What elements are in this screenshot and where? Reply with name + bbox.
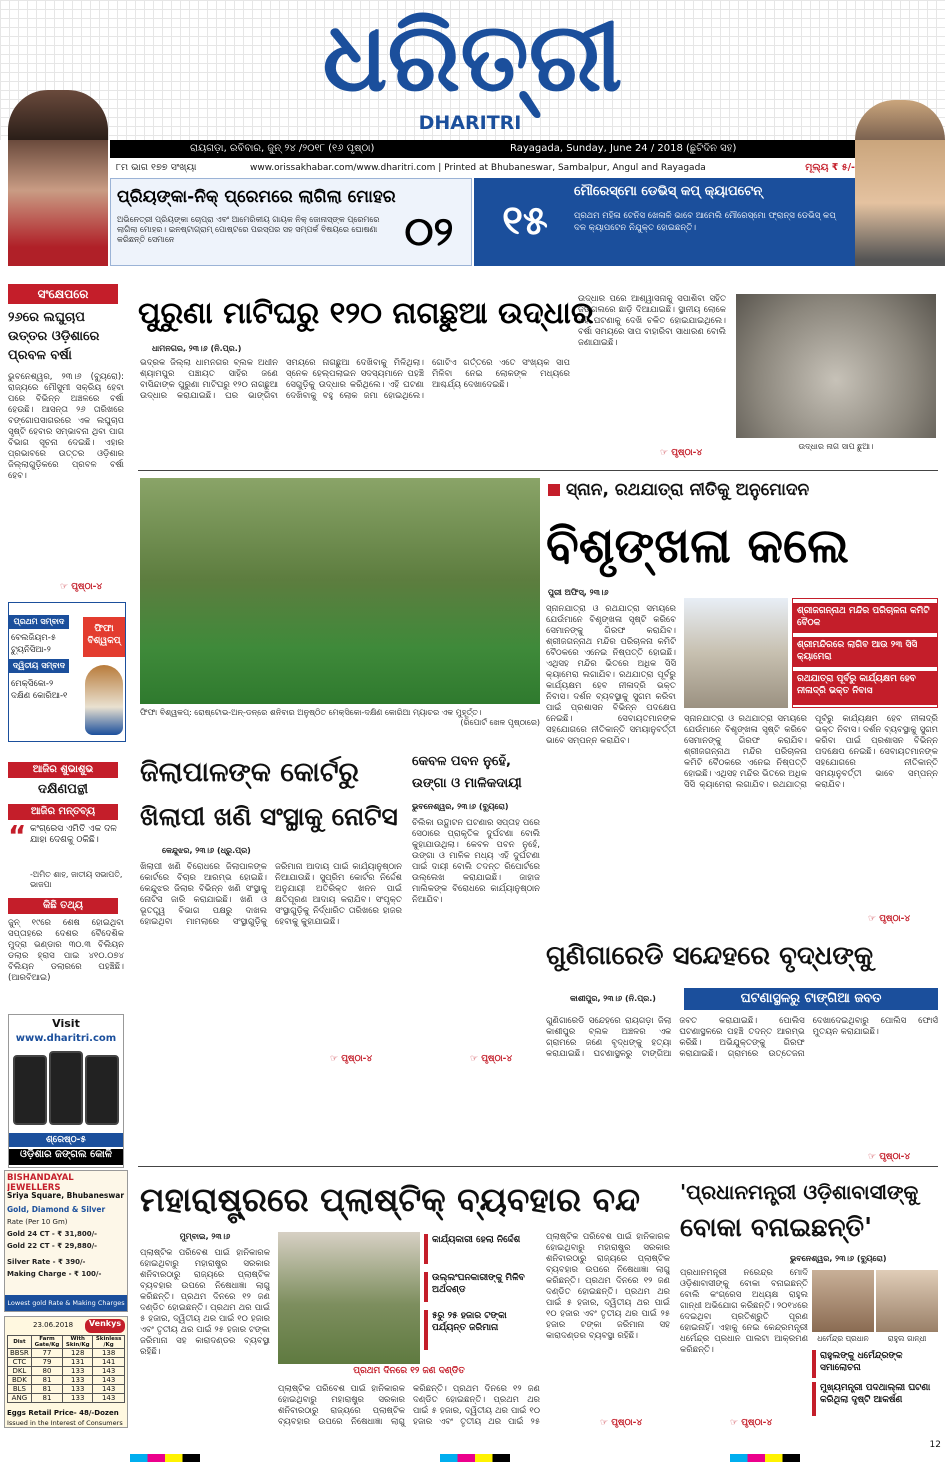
fortune-label: ଆଜିର ଶୁଭାଶୁଭ <box>8 762 118 778</box>
egg-table-row <box>8 1385 125 1394</box>
fact-text: ଜୁନ୍ ୧୯ରେ ଶେଷ ହୋଇଥିବା ସପ୍ତାହରେ ଦେଶର ବୈଦେଶିକ ମୁଦ୍ରା ଭଣ୍ଡାର ୩୦.୩ ବିଲିୟନ ଡଲାର ହ୍ରାସ ପାଇ ୪୧୦.୦୭୪ ବିଲିୟନ ଡଲାରରେ ପହଞ୍ଚିଛି। (ଆରବିଆଇ) <box>8 918 124 983</box>
fact-label: କିଛି ତଥ୍ୟ <box>8 898 118 914</box>
egg-table-cell: 133 <box>63 1385 93 1394</box>
egg-table-cell: 143 <box>93 1367 125 1376</box>
footer-bar <box>0 1438 945 1468</box>
murder-page[interactable]: ☞ ପୃଷ୍ଠା-୪ <box>868 1152 911 1162</box>
egg-table-cell: 81 <box>31 1394 62 1403</box>
phone-icon <box>85 1055 119 1125</box>
divider <box>138 1166 938 1167</box>
quote-author: -ଅମିତ ଶାହ, ଜାତୀୟ ସଭାପତି, ଭାଜପା <box>30 870 123 889</box>
rath-side-2: ଶ୍ରୀମନ୍ଦିରରେ ଲାଗିବ ଆଉ ୨୩ ସିସି କ୍ୟାମେରା <box>793 637 937 667</box>
murder-dateline: କାଶୀପୁର, ୨୩।୬ (ନି.ପ୍ର.) <box>570 994 656 1003</box>
mauresmo-photo <box>855 100 945 140</box>
jeweller-name: BISHANDAYAL JEWELLERS <box>7 1173 74 1191</box>
football-caption: ଫିଫା ବିଶ୍ୱକପ୍: ରୋଷ୍ଟୋଭ-ଅନ୍-ଡନ୍‌ରେ ଶନିବାର ଅନୁଷ୍ଠିତ ମେକ୍ସିକୋ-ଦକ୍ଷିଣ କୋରିଆ ମ୍ୟାଚର ଏକ ମୁହୂର୍ତ୍ତ। <box>140 708 482 717</box>
egg-table-cell: 143 <box>93 1394 125 1403</box>
pawan-text: ଚିଲିକା ଉଦ୍ଘାଟନ ଘଟଣାର ସପ୍ତାହ ପରେ ସେଠାରେ ପ୍ରାକୃତିକ ଦୁର୍ଘଟଣା ବୋଲି କୁହାଯାଉଥିଲା। କେବଳ ପବନ ନୁହେଁ, ଉଙ୍ଗା ଓ ମାଳିକ ମଧ୍ୟ ଏହି ଦୁର୍ଘଟଣା ପାଇଁ ଦାୟୀ ବୋଲି ତଦନ୍ତ ରିପୋର୍ଟରେ ଉଲ୍ଲେଖ କରାଯାଇଛି। ଜାହାଜ ମାଲିକଙ୍କ ବିରୋଧରେ କାର୍ଯ୍ୟାନୁଷ୍ଠାନ ନିଆଯିବ। <box>412 818 540 905</box>
scores-label-2: ଦ୍ୱିତୀୟ ସମ୍ବାଦ <box>9 659 69 673</box>
egg-table-cell: 81 <box>31 1385 62 1394</box>
visit-label: Visit <box>52 1017 80 1030</box>
rath-side-1: ଶ୍ରୀଜଗନ୍ନାଥ ମନ୍ଦିର ପରିଚାଳନା କମିଟି ବୈଠକ <box>793 603 937 633</box>
murder-sub: ଘଟଣାସ୍ଥଳରୁ ଟାଙ୍ଗିଆ ଜବତ <box>684 988 938 1010</box>
egg-footer: Eggs Retail Price- 48/-Dozen <box>7 1409 119 1417</box>
rath-kicker: ସ୍ନାନ, ରଥଯାତ୍ରା ନୀତିକୁ ଅନୁମୋଦନ <box>566 480 810 500</box>
info-line-2 <box>110 160 855 176</box>
priyanka-photo-lower <box>8 140 108 266</box>
temple-photo <box>684 598 788 708</box>
score-4: ଦକ୍ଷିଣ କୋରିଆ-୧ <box>11 691 68 701</box>
plastic-text-cont: ପ୍ଲାଷ୍ଟିକ ପରିବେଶ ପାଇଁ ହାନିକାରକ ହୋଇଥିବାରୁ ମହାରାଷ୍ଟ୍ର ସରକାର ଶନିବାରଠାରୁ ରାଜ୍ୟରେ ପ୍ଲାଷ୍ଟିକ ବ୍ୟବହାର ଉପରେ ନିଷେଧାଜ୍ଞା ଲାଗୁ କରିଛନ୍ତି। ପ୍ରଥମ ଦିନରେ ୧୨ ଜଣ ଦଣ୍ଡିତ ହୋଇଛନ୍ତି। ପ୍ରଥମ ଥର ପାଇଁ ୫ ହଜାର, ଦ୍ୱିତୀୟ ଥର ପାଇଁ ୧୦ ହଜାର ଏବଂ ତୃତୀୟ ଥର ପାଇଁ ୨୫ <box>278 1384 540 1427</box>
lead-page[interactable]: ☞ ପୃଷ୍ଠା-୪ <box>660 448 703 458</box>
egg-ad[interactable] <box>4 1316 128 1428</box>
lead-text: ଭଦ୍ରକ ଜିଲ୍ଲା ଧାମନଗର ବ୍ଲକ ଅଧୀନ ଶ୍ୟାମପୁର ପଞ୍ଚାୟତ ସାହିର ଜଣେ ବାସିନ୍ଦାଙ୍କ ପୁରୁଣା ମାଟିଘରୁ ୧୨୦ ନାଗଛୁଆ ଉଦ୍ଧାର କରାଯାଇଛି। ଘର ଭାଙ୍ଗିବା ସମୟରେ ନାଗଛୁଆ ଦେଖିବାକୁ ମିଳିଥିଲା। ସ୍ନେକ ହେଲ୍ପଲାଇନ ସଦସ୍ୟମାନେ ପହଞ୍ଚି ସେଗୁଡ଼ିକୁ ଉଦ୍ଧାର କରିଥିଲେ। ଏହି ଘଟଣା ଦେଖିବାକୁ ବହୁ ଲୋକ ଜମା ହୋଇଥିଲେ। ଗୋଟିଏ ଗର୍ତ୍ତରେ ଏତେ ସଂଖ୍ୟକ ସାପ ମିଳିବା ନେଇ ଲୋକଙ୍କ ମଧ୍ୟରେ ଆଶ୍ଚର୍ଯ୍ୟ ଦେଖାଦେଇଛି। <box>140 358 570 401</box>
court-headline-2[interactable]: ଖିଲାପୀ ଖଣି ସଂସ୍ଥାକୁ ନୋଟିସ <box>140 802 398 831</box>
egg-table-cell: 133 <box>63 1394 93 1403</box>
plastic-dateline: ମୁମ୍ବାଇ, ୨୩।୬ <box>179 1232 231 1241</box>
pm-headline-1[interactable]: 'ପ୍ରଧାନମନ୍ତ୍ରୀ ଓଡ଼ିଶାବାସୀଙ୍କୁ <box>680 1180 919 1204</box>
visit-url[interactable]: www.dharitri.com <box>15 1033 117 1044</box>
plastic-text: ପ୍ଲାଷ୍ଟିକ ପରିବେଶ ପାଇଁ ହାନିକାରକ ହୋଇଥିବାରୁ ମହାରାଷ୍ଟ୍ର ସରକାର ଶନିବାରଠାରୁ ରାଜ୍ୟରେ ପ୍ଲାଷ୍ଟିକ ବ୍ୟବହାର ଉପରେ ନିଷେଧାଜ୍ଞା ଲାଗୁ କରିଛନ୍ତି। ପ୍ରଥମ ଦିନରେ ୧୨ ଜଣ ଦଣ୍ଡିତ ହୋଇଛନ୍ତି। ପ୍ରଥମ ଥର ପାଇଁ ୫ ହଜାର, ଦ୍ୱିତୀୟ ଥର ପାଇଁ ୧୦ ହଜାର ଏବଂ ତୃତୀୟ ଥର ପାଇଁ ୨୫ ହଜାର ଟଙ୍କା ଜରିମାନା ସହ କାରାଦଣ୍ଡର ବ୍ୟବସ୍ଥା ରହିଛି। <box>140 1248 270 1357</box>
phone-icon <box>49 1051 83 1125</box>
silver-rate: Silver Rate - ₹ 390/- <box>7 1258 86 1266</box>
pm-text: ପ୍ରଧାନମନ୍ତ୍ରୀ ନରେନ୍ଦ୍ର ମୋଦି ଓଡ଼ିଶାବାସୀଙ୍କୁ ବୋକା ବନାଇଛନ୍ତି ବୋଲି କଂଗ୍ରେସ ଅଧ୍ୟକ୍ଷ ରାହୁଲ ଗାନ୍ଧୀ ଅଭିଯୋଗ କରିଛନ୍ତି। ୨୦୧୪ରେ ଦେଇଥିବା ପ୍ରତିଶ୍ରୁତି ପୂରଣ ହୋଇନାହିଁ। ଏହାକୁ ନେଇ କେନ୍ଦ୍ରମନ୍ତ୍ରୀ ଧର୍ମେନ୍ଦ୍ର ପ୍ରଧାନ ପାଲଟା ଆକ୍ରମଣ କରିଛନ୍ତି। <box>680 1268 808 1355</box>
best-text: ଓଡ଼ିଶାର ଜଙ୍ଗଲ କୋଳି <box>9 1149 123 1165</box>
egg-table-header: Dist <box>8 1336 32 1349</box>
info-bar <box>110 140 855 158</box>
best-label: ଶ୍ରେଷ୍ଠ-୫ <box>9 1133 123 1147</box>
pm-dateline: ଭୁବନେଶ୍ୱର, ୨୩।୬ (ବ୍ୟୁରୋ) <box>790 1254 887 1263</box>
rath-text-cont: ସ୍ନାନଯାତ୍ରା ଓ ରଥଯାତ୍ରା ସମୟରେ ଯେଉଁମାନେ ବିଶୃଙ୍ଖଳା ସୃଷ୍ଟି କରିବେ ସେମାନଙ୍କୁ ଗିରଫ କରାଯିବ। ଶ୍ରୀଜଗନ୍ନାଥ ମନ୍ଦିର ପରିଚାଳନା କମିଟି ବୈଠକରେ ଏନେଇ ନିଷ୍ପତ୍ତି ହୋଇଛି। ଏଥିସହ ମନ୍ଦିର ଭିତରେ ଅଧିକ ସିସି କ୍ୟାମେରା ଲଗାଯିବ। ରଥଯାତ୍ରା ପୂର୍ବରୁ କାର୍ଯ୍ୟକ୍ଷମ ହେବ ନୀଳାଦ୍ରି ଭକ୍ତ ନିବାସ। ଦର୍ଶନ ବ୍ୟବସ୍ଥାକୁ ସୁଗମ କରିବା ପାଇଁ ପ୍ରଶାସନ ବିଭିନ୍ନ ପଦକ୍ଷେପ ନେଇଛି। ସେବାୟତମାନଙ୍କ ସହଯୋଗରେ ନୀତିକାନ୍ତି ସମୟାନୁବର୍ତ୍ତୀ ଭାବେ ସମ୍ପନ୍ନ କରାଯିବ। <box>684 714 938 790</box>
pawan-headline[interactable]: ଉଙ୍ଗା ଓ ମାଳିକଦାୟୀ <box>412 776 522 791</box>
brief-page[interactable]: ☞ ପୃଷ୍ଠା-୪ <box>60 582 103 592</box>
mauresmo-photo-lower <box>855 140 945 266</box>
making-charge: Making Charge - ₹ 100/- <box>7 1270 102 1278</box>
egg-table-header: With Skin/Kg <box>63 1336 93 1349</box>
fifa-logo: ଫିଫା ବିଶ୍ୱକପ୍ <box>83 617 125 657</box>
egg-table-cell: 77 <box>31 1349 62 1358</box>
masthead-title: ଧରିତ୍ରୀ <box>322 0 623 113</box>
score-2: ଟ୍ୟୁନିସିଆ-୨ <box>11 645 51 655</box>
plastic-box <box>424 1232 540 1364</box>
egg-footer-2: Issued in the Interest of Consumers <box>7 1419 123 1427</box>
egg-table-cell: BDK <box>8 1376 32 1385</box>
plastic-headline[interactable]: ମହାରାଷ୍ଟ୍ରରେ ପ୍ଲାଷ୍ଟିକ୍ ବ୍ୟବହାର ବନ୍ଦ <box>140 1180 641 1219</box>
rath-side-3: ରଥଯାତ୍ରା ପୂର୍ବରୁ କାର୍ଯ୍ୟକ୍ଷମ ହେବ ନୀଳାଦ୍ରି ଭକ୍ତ ନିବାସ <box>793 671 937 705</box>
murder-text: ଗୁଣିଗାରେଡି ସନ୍ଦେହରେ ରାୟଗଡ଼ା ଜିଲା କାଶୀପୁର ବ୍ଲକ ଅଞ୍ଚଳର ଏକ ଗ୍ରାମରେ ଜଣେ ବୃଦ୍ଧଙ୍କୁ ହତ୍ୟା କରାଯାଇଛି। ଘଟଣାସ୍ଥଳରୁ ଟାଙ୍ଗିଆ ଜବତ କରାଯାଇଛି। ପୋଲିସ ଘଟଣାସ୍ଥଳରେ ପହଞ୍ଚି ତଦନ୍ତ ଆରମ୍ଭ କରିଛି। ଅଭିଯୁକ୍ତଙ୍କୁ ଗିରଫ କରାଯାଇଛି। ଗ୍ରାମରେ ଉତ୍ତେଜନା ଦେଖାଦେଇଥିବାରୁ ପୋଲିସ ଫୋର୍ସ ମୁତୟନ କରାଯାଇଛି। <box>546 1016 938 1059</box>
rath-headline[interactable]: ବିଶୃଙ୍ଖଳା କଲେ <box>546 518 849 574</box>
teaser-right-title: ମୌରେସ୍ମୋ ଡେଭିସ୍ କପ୍ କ୍ୟାପଟେନ୍ <box>574 184 763 199</box>
masthead <box>0 0 945 140</box>
egg-table-row <box>8 1349 125 1358</box>
lead-text-2: ଉଦ୍ଧାର ପରେ ଆଶ୍ୱାସନାକୁ ସପାଶିବା ସହିତ ଜଙ୍ଗଲରେ ଛାଡ଼ି ଦିଆଯାଇଛି। ସ୍ଥାନୀୟ ଲୋକେ ଏହି ଘଟଣାକୁ ଦେଖି ଚକିତ ହୋଇଯାଇଥିଲେ। ବର୍ଷା ସମୟରେ ସାପ ବାହାରିବା ସାଧାରଣ ବୋଲି ଜଣାଯାଇଛି। <box>578 294 726 348</box>
egg-table-row <box>8 1394 125 1403</box>
brief-label: ସଂକ୍ଷେପରେ <box>8 284 118 304</box>
dharmendra-photo <box>812 1270 874 1332</box>
pawan-dateline: ଭୁବନେଶ୍ୱର, ୨୩।୬ (ବ୍ୟୁରୋ) <box>412 802 509 811</box>
price: ମୂଲ୍ୟ ₹ ୫/- <box>805 162 855 173</box>
pawan-page[interactable]: ☞ ପୃଷ୍ଠା-୪ <box>470 1054 513 1064</box>
egg-table-cell: 133 <box>63 1376 93 1385</box>
rath-text: ସ୍ନାନଯାତ୍ରା ଓ ରଥଯାତ୍ରା ସମୟରେ ଯେଉଁମାନେ ବିଶୃଙ୍ଖଳା ସୃଷ୍ଟି କରିବେ ସେମାନଙ୍କୁ ଗିରଫ କରାଯିବ। ଶ୍ରୀଜଗନ୍ନାଥ ମନ୍ଦିର ପରିଚାଳନା କମିଟି ବୈଠକରେ ଏନେଇ ନିଷ୍ପତ୍ତି ହୋଇଛି। ଏଥିସହ ମନ୍ଦିର ଭିତରେ ଅଧିକ ସିସି କ୍ୟାମେରା ଲଗାଯିବ। ରଥଯାତ୍ରା ପୂର୍ବରୁ କାର୍ଯ୍ୟକ୍ଷମ ହେବ ନୀଳାଦ୍ରି ଭକ୍ତ ନିବାସ। ଦର୍ଶନ ବ୍ୟବସ୍ଥାକୁ ସୁଗମ କରିବା ପାଇଁ ପ୍ରଶାସନ ବିଭିନ୍ନ ପଦକ୍ଷେପ ନେଇଛି। ସେବାୟତମାନଙ୍କ ସହଯୋଗରେ ନୀତିକାନ୍ତି ସମୟାନୁବର୍ତ୍ତୀ ଭାବେ ସମ୍ପନ୍ନ କରାଯିବ। <box>546 604 676 746</box>
pm-page[interactable]: ☞ ପୃଷ୍ଠା-୪ <box>730 1418 773 1428</box>
color-marks <box>130 1454 200 1462</box>
plastic-page[interactable]: ☞ ପୃଷ୍ଠା-୪ <box>600 1418 643 1428</box>
football-photo <box>140 478 540 704</box>
egg-table-cell: 131 <box>63 1358 93 1367</box>
quote-label: ଆଜିର ମନ୍ତବ୍ୟ <box>8 804 118 820</box>
pm-side-2: ମୁଖ୍ୟମନ୍ତ୍ରୀ ପଦଥାଲ୍ଲୀ ଘଟଣା କରିଥିଲା ଦୃଷ୍ଟି ଆକର୍ଷଣ <box>812 1382 938 1416</box>
egg-table-cell: 143 <box>93 1385 125 1394</box>
page-number: 12 <box>929 1440 941 1450</box>
plastic-box-2: ଉଲ୍ଲଂଘନକାରୀଙ୍କୁ ମିଳିବ ଅର୍ଥଦଣ୍ଡ <box>424 1272 540 1302</box>
rahul-caption: ରାହୁଲ ଗାନ୍ଧୀ <box>887 1334 927 1343</box>
issue-number: ୮ମ ଭାଗ ୧୭୭ ସଂଖ୍ୟା <box>116 162 197 173</box>
egg-table-cell: BLS <box>8 1385 32 1394</box>
egg-table-cell: 143 <box>93 1376 125 1385</box>
lowest-rate: Lowest gold Rate & Making Charges <box>5 1295 127 1311</box>
teaser-right-page: ୧୫ <box>502 198 548 244</box>
egg-table-cell: 81 <box>31 1376 62 1385</box>
fifa-box <box>8 602 126 742</box>
egg-date: 23.06.2018 <box>33 1321 74 1329</box>
visit-box[interactable] <box>8 1014 124 1168</box>
egg-table-cell: 133 <box>63 1367 93 1376</box>
teaser-left[interactable] <box>110 178 472 266</box>
rahul-photo <box>876 1270 938 1332</box>
teaser-left-title: ପ୍ରିୟଙ୍କା-ନିକ୍ ପ୍ରେମରେ ଲାଗିଲା ମୋହର <box>117 187 396 207</box>
brief-title: ୨୬ରେ ଲଘୁଚାପ ଉତ୍ତର ଓଡ଼ିଶାରେ ପ୍ରବଳ ବର୍ଷା <box>8 310 100 363</box>
score-3: ମେକ୍ସିକୋ-୨ <box>11 679 54 689</box>
egg-table-cell: 128 <box>63 1349 93 1358</box>
rath-side-box <box>792 598 938 708</box>
plastic-box-3: ୫ରୁ ୨୫ ହଜାର ଟଙ୍କା ପର୍ଯ୍ୟନ୍ତ ଜରିମାନା <box>424 1310 540 1350</box>
rates-title: Gold, Diamond & Silver <box>7 1205 106 1214</box>
egg-table-cell: 79 <box>31 1358 62 1367</box>
priyanka-photo <box>8 90 108 140</box>
egg-table-cell: ANG <box>8 1394 32 1403</box>
jeweller-loc: Sriya Square, Bhubaneswar <box>7 1191 125 1200</box>
plastic-text-col: ପ୍ଲାଷ୍ଟିକ ପରିବେଶ ପାଇଁ ହାନିକାରକ ହୋଇଥିବାରୁ ମହାରାଷ୍ଟ୍ର ସରକାର ଶନିବାରଠାରୁ ରାଜ୍ୟରେ ପ୍ଲାଷ୍ଟିକ ବ୍ୟବହାର ଉପରେ ନିଷେଧାଜ୍ଞା ଲାଗୁ କରିଛନ୍ତି। ପ୍ରଥମ ଦିନରେ ୧୨ ଜଣ ଦଣ୍ଡିତ ହୋଇଛନ୍ତି। ପ୍ରଥମ ଥର ପାଇଁ ୫ ହଜାର, ଦ୍ୱିତୀୟ ଥର ପାଇଁ ୧୦ ହଜାର ଏବଂ ତୃତୀୟ ଥର ପାଇଁ ୨୫ ହଜାର ଟଙ୍କା ଜରିମାନା ସହ କାରାଦଣ୍ଡର ବ୍ୟବସ୍ଥା ରହିଛି। <box>546 1232 670 1341</box>
scores-label-1: ପ୍ରଥମ ସମ୍ବାଦ <box>9 615 69 629</box>
teaser-left-text: ଅଭିନେତ୍ରୀ ପ୍ରିୟଙ୍କା ଚୋପ୍ରା ଏବଂ ଆମେରିକୀୟ ଗାୟକ ନିକ୍ ଜୋନାସ୍ଙ୍କ ପ୍ରେମରେ ଲାଗିଲା ମୋହର। ଇନଷ୍ଟାଗ୍ରାମ୍ ପୋଷ୍ଟରେ ପରସ୍ପର ସହ ସମ୍ପର୍କ ବିଷୟରେ ଘୋଷଣା କରିଛନ୍ତି ସେମାନେ <box>117 215 380 244</box>
snake-photo-caption: ଉଦ୍ଧାର ନାଗ ସାପ ଛୁଆ। <box>798 442 874 451</box>
color-marks <box>730 1454 800 1462</box>
egg-table-cell: 138 <box>93 1349 125 1358</box>
phone-icon <box>13 1055 47 1125</box>
plastic-photo <box>278 1232 420 1364</box>
masthead-latin: DHARITRI <box>418 112 522 134</box>
fortune-value: ଦକ୍ଷିଣପନ୍ଥୀ <box>38 782 88 797</box>
egg-table-header: Farm Gate/Kg <box>31 1336 62 1349</box>
divider <box>138 470 938 471</box>
dharmendra-caption: ଧର୍ମେନ୍ଦ୍ର ପ୍ରଧାନ <box>817 1334 869 1343</box>
lead-headline[interactable]: ପୁରୁଣା ମାଟିଘରୁ ୧୨୦ ନାଗଛୁଆ ଉଦ୍ଧାର <box>138 296 594 331</box>
rath-dateline: ପୁରୀ ଅଫିସ୍, ୨୩।୬ <box>548 588 609 597</box>
court-text: ଖିଲାପୀ ଖଣି ବିରୋଧରେ ଜିଲାପାଳଙ୍କ କୋର୍ଟରେ ବିଚାର ଆରମ୍ଭ ହୋଇଛି। କେନ୍ଦୁଝର ଜିଲାର ବିଭିନ୍ନ ଖଣି ସଂସ୍ଥାକୁ ନୋଟିସ ଜାରି କରାଯାଇଛି। ଖଣି ଓ ଭୂତତ୍ତ୍ୱ ବିଭାଗ ପକ୍ଷରୁ ଦାଖଲ ହୋଇଥିବା ମାମଲାରେ ସଂସ୍ଥାଗୁଡ଼ିକୁ ଜରିମାନା ଆଦାୟ ପାଇଁ କାର୍ଯ୍ୟାନୁଷ୍ଠାନ ନିଆଯାଉଛି। ସୁପ୍ରିମ କୋର୍ଟର ନିର୍ଦ୍ଦେଶ ଅନୁଯାୟୀ ଅତିରିକ୍ତ ଖନନ ପାଇଁ କ୍ଷତିପୂରଣ ଆଦାୟ କରାଯିବ। ସଂପୃକ୍ତ ସଂସ୍ଥାଗୁଡ଼ିକୁ ନିର୍ଦ୍ଧାରିତ ତାରିଖରେ ହାଜର ହେବାକୁ କୁହାଯାଇଛି। <box>140 862 402 927</box>
egg-table-row <box>8 1367 125 1376</box>
gold-22: Gold 22 CT - ₹ 29,880/- <box>7 1242 98 1250</box>
murder-headline[interactable]: ଗୁଣିଗାରେଡି ସନ୍ଦେହରେ ବୃଦ୍ଧଙ୍କୁ <box>546 941 874 971</box>
jeweller-ad[interactable] <box>4 1170 128 1312</box>
court-dateline: କେନ୍ଦୁଝର, ୨୩।୬ (ଧ୍ରୁ.ପ୍ର) <box>162 846 251 855</box>
snake-photo <box>736 294 936 438</box>
egg-table-cell: 80 <box>31 1367 62 1376</box>
egg-table-cell: BBSR <box>8 1349 32 1358</box>
pm-headline-2[interactable]: ବୋକା ବନାଇଛନ୍ତି' <box>680 1213 873 1243</box>
egg-brand: Venkys <box>85 1319 125 1333</box>
brief-text: ଭୁବନେଶ୍ୱର, ୨୩।୬ (ବ୍ୟୁରୋ): ରାଜ୍ୟରେ ମୌସୁମୀ ସକ୍ରିୟ ହେବା ପରେ ବିଭିନ୍ନ ଅଞ୍ଚଳରେ ବର୍ଷା ହେଉଛି। ଆସନ୍ତା ୨୬ ତାରିଖରେ ବଙ୍ଗୋପସାଗରରେ ଏକ ଲଘୁଚାପ ସୃଷ୍ଟି ହେବାର ସମ୍ଭାବନା ଥିବା ପାଗ ବିଭାଗ ସୂଚନା ଦେଇଛି। ଏହାର ପ୍ରଭାବରେ ଉତ୍ତର ଓଡ଼ିଶାର ଜିଲ୍ଲାଗୁଡ଼ିକରେ ପ୍ରବଳ ବର୍ଷା ହେବ। <box>8 372 124 481</box>
rates-sub: Rate (Per 10 Gm) <box>7 1218 68 1226</box>
pm-side-1: ରାହୁଲଙ୍କୁ ଧର୍ମେନ୍ଦ୍ରଙ୍କ ସମାଲୋଚନା <box>812 1350 938 1378</box>
rath-bullet-icon <box>548 484 560 496</box>
football-caption-2: (ରିପୋର୍ଟ ଖେଳ ପୃଷ୍ଠାରେ) <box>460 718 540 727</box>
quote-text: କଂଗ୍ରେସ ଏମିତି ଏକ ଦଳ ଯାହା ଦେଶକୁ ଠକିଛି। <box>30 824 117 845</box>
quote-icon: “ <box>8 824 27 848</box>
plastic-box-1: କାର୍ଯ୍ୟକାରୀ ହେଲା ନିର୍ଦ୍ଦେଶ <box>424 1234 540 1264</box>
website-line: www.orissakhabar.com/www.dharitri.com | Printed at Bhubaneswar, Sambalpur, Angul and Rayagada <box>250 163 706 173</box>
egg-table-row <box>8 1376 125 1385</box>
lead-dateline: ଧାମନଗର, ୨୩।୬ (ନି.ପ୍ର.) <box>152 344 242 353</box>
teaser-left-page: ୦୨ <box>404 209 454 255</box>
rath-page[interactable]: ☞ ପୃଷ୍ଠା-୪ <box>868 914 911 924</box>
egg-table-row <box>8 1358 125 1367</box>
court-page[interactable]: ☞ ପୃଷ୍ଠା-୪ <box>330 1054 373 1064</box>
court-headline-1[interactable]: ଜିଲାପାଳଙ୍କ କୋର୍ଟରୁ <box>140 757 360 788</box>
pawan-kicker: କେବଳ ପବନ ନୁହେଁ, <box>412 754 511 769</box>
egg-table-cell: DKL <box>8 1367 32 1376</box>
gold-24: Gold 24 CT - ₹ 31,800/- <box>7 1230 98 1238</box>
info-date-latin: Rayagada, Sunday, June 24 / 2018 (ଛୁଟିଦିନ ସହ) <box>510 143 737 154</box>
egg-table-cell: CTC <box>8 1358 32 1367</box>
teaser-right[interactable] <box>474 178 855 266</box>
egg-table-header: Skinless /Kg <box>93 1336 125 1349</box>
score-1: ବେଲଜିୟମ-୫ <box>11 633 57 643</box>
info-date-odia: ରାୟଗଡ଼ା, ରବିବାର, ଜୁନ୍ ୨୪ /୨୦୧୮ (୧୬ ପୃଷ୍ଠା) <box>190 143 375 154</box>
plastic-photo-caption: ପ୍ରଥମ ଦିନରେ ୧୨ ଜଣ ଦଣ୍ଡିତ <box>353 1366 465 1376</box>
egg-table <box>7 1335 125 1403</box>
color-marks <box>440 1454 510 1462</box>
mascot-icon <box>85 665 123 735</box>
egg-table-cell: 141 <box>93 1358 125 1367</box>
teaser-right-text: ପ୍ରଥମ ମହିଳା ଟେନିସ ଖେଳାଳି ଭାବେ ଆମେଲି ମୌରେସ୍ମୋ ଫ୍ରାନ୍ସ ଡେଭିସ୍ କପ୍ ଦଳ କ୍ୟାପଟେନ ନିଯୁକ୍ତ ହୋଇଛନ୍ତି। <box>574 211 836 233</box>
